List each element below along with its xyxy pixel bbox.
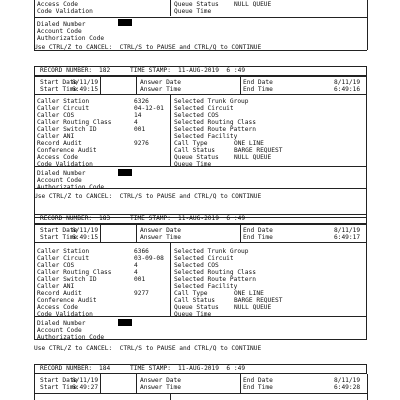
end-date-value: 8/11/19 — [334, 377, 361, 384]
conference-audit-label: Conference Audit — [37, 147, 97, 154]
queue-status-value: NULL QUEUE — [234, 154, 272, 161]
queue-time-label: Queue Time — [174, 161, 212, 168]
selected-circuit-label: Selected Circuit — [174, 105, 234, 112]
answer-date-label: Answer Date — [140, 79, 181, 86]
access-code-label: Access Code — [37, 154, 78, 161]
caller-switch-id-label: Caller Switch ID — [37, 126, 97, 133]
dialed-number-label: Dialed Number — [37, 320, 86, 327]
end-date-value: 8/11/19 — [334, 227, 361, 234]
caller-circuit-label: Caller Circuit — [37, 105, 90, 112]
start-time-label: Start Time — [40, 384, 78, 391]
answer-time-label: Answer Time — [140, 86, 181, 93]
start-date-value: 8/11/19 — [72, 227, 99, 234]
caller-switch-id-value: 001 — [134, 126, 146, 133]
end-date-label: End Date — [243, 377, 273, 384]
conference-audit-label: Conference Audit — [37, 297, 97, 304]
section-divider — [34, 94, 367, 95]
answer-date-label: Answer Date — [140, 377, 181, 384]
caller-station-value: 6326 — [134, 98, 149, 105]
caller-cos-label: Caller COS — [37, 112, 75, 119]
caller-routing-class-value: 4 — [134, 119, 138, 126]
column-divider — [100, 224, 101, 242]
column-divider — [170, 242, 171, 316]
caller-cos-value: 4 — [134, 262, 138, 269]
record-number-label: RECORD NUMBER: — [40, 215, 93, 222]
caller-ani-label: Caller ANI — [37, 283, 75, 290]
selected-cos-label: Selected COS — [174, 262, 219, 269]
record-number-value: 183 — [99, 215, 111, 222]
end-time-value: 6:49:16 — [334, 86, 361, 93]
code-validation-label: Code Validation — [37, 161, 93, 168]
column-divider — [136, 76, 137, 94]
dialed-number-label: Dialed Number — [37, 170, 86, 177]
box-right-edge — [367, 0, 368, 50]
record-number-value: 184 — [99, 365, 111, 372]
account-code-label: Account Code — [37, 177, 82, 184]
box-left-edge — [34, 0, 35, 50]
start-time-value: 6:49:15 — [72, 234, 99, 241]
end-date-label: End Date — [243, 79, 273, 86]
selected-facility-label: Selected Facility — [174, 283, 238, 290]
record-audit-value: 9277 — [134, 290, 149, 297]
answer-time-label: Answer Time — [140, 384, 181, 391]
caller-station-label: Caller Station — [37, 248, 90, 255]
redaction-block — [118, 319, 132, 326]
queue-status-label: Queue Status — [174, 154, 219, 161]
dialed-number-label: Dialed Number — [37, 21, 86, 28]
caller-routing-class-value: 4 — [134, 269, 138, 276]
caller-ani-label: Caller ANI — [37, 133, 75, 140]
end-time-value: 6:49:28 — [334, 384, 361, 391]
start-time-value: 6:49:15 — [72, 86, 99, 93]
account-code-label: Account Code — [37, 327, 82, 334]
caller-switch-id-value: 001 — [134, 276, 146, 283]
column-divider — [100, 76, 101, 94]
end-time-label: End Time — [243, 86, 273, 93]
column-divider — [100, 374, 101, 393]
record-audit-label: Record Audit — [37, 290, 82, 297]
selected-trunk-group-label: Selected Trunk Group — [174, 98, 249, 105]
start-time-label: Start Time — [40, 234, 78, 241]
call-type-value: ONE LINE — [234, 140, 264, 147]
start-time-label: Start Time — [40, 86, 78, 93]
record-number-label: RECORD NUMBER: — [40, 67, 93, 74]
redaction-block — [118, 169, 132, 176]
call-status-label: Call Status — [174, 147, 215, 154]
call-status-value: BARGE REQUEST — [234, 297, 283, 304]
caller-circuit-value: 03-09-08 — [134, 255, 164, 262]
record-audit-label: Record Audit — [37, 140, 82, 147]
section-divider — [34, 393, 367, 394]
queue-status-value: NULL QUEUE — [234, 304, 272, 311]
start-date-label: Start Date — [40, 227, 78, 234]
time-stamp-label: TIME STAMP: — [130, 67, 171, 74]
start-date-label: Start Date — [40, 79, 78, 86]
code-validation-label: Code Validation — [37, 8, 93, 15]
selected-cos-label: Selected COS — [174, 112, 219, 119]
cancel-message: Use CTRL/Z to CANCEL: CTRL/S to PAUSE and CTRL/Q to CONTINUE — [34, 193, 262, 200]
call-type-value: ONE LINE — [234, 290, 264, 297]
start-date-label: Start Date — [40, 377, 78, 384]
authorization-code-label: Authorization Code — [37, 334, 105, 341]
caller-station-value: 6366 — [134, 248, 149, 255]
column-divider — [240, 374, 241, 393]
record-number-value: 182 — [99, 67, 111, 74]
authorization-code-label: Authorization Code — [37, 184, 105, 191]
queue-status-value: NULL QUEUE — [234, 1, 272, 8]
caller-cos-label: Caller COS — [37, 262, 75, 269]
start-time-value: 6:49:27 — [72, 384, 99, 391]
column-divider — [136, 224, 137, 242]
caller-routing-class-label: Caller Routing Class — [37, 119, 112, 126]
account-code-label: Account Code — [37, 28, 82, 35]
record-number-label: RECORD NUMBER: — [40, 365, 93, 372]
queue-time-label: Queue Time — [174, 8, 212, 15]
section-divider — [34, 242, 367, 243]
time-stamp-label: TIME STAMP: — [130, 215, 171, 222]
end-time-label: End Time — [243, 234, 273, 241]
column-divider — [170, 0, 171, 16]
end-date-label: End Date — [243, 227, 273, 234]
selected-facility-label: Selected Facility — [174, 133, 238, 140]
caller-switch-id-label: Caller Switch ID — [37, 276, 97, 283]
answer-date-label: Answer Date — [140, 227, 181, 234]
caller-circuit-value: 04-12-01 — [134, 105, 164, 112]
selected-routing-class-label: Selected Routing Class — [174, 269, 256, 276]
selected-route-pattern-label: Selected Route Pattern — [174, 126, 256, 133]
selected-route-pattern-label: Selected Route Pattern — [174, 276, 256, 283]
end-date-value: 8/11/19 — [334, 79, 361, 86]
call-type-label: Call Type — [174, 140, 208, 147]
call-type-label: Call Type — [174, 290, 208, 297]
column-divider — [170, 393, 171, 400]
time-stamp-label: TIME STAMP: — [130, 365, 171, 372]
time-stamp-value: 11-AUG-2019 6 :49 — [178, 67, 246, 74]
queue-status-label: Queue Status — [174, 304, 219, 311]
queue-time-label: Queue Time — [174, 311, 212, 318]
end-time-value: 6:49:17 — [334, 234, 361, 241]
code-validation-label: Code Validation — [37, 311, 93, 318]
record-audit-value: 9276 — [134, 140, 149, 147]
time-stamp-value: 11-AUG-2019 6 :49 — [178, 365, 246, 372]
call-status-label: Call Status — [174, 297, 215, 304]
caller-routing-class-label: Caller Routing Class — [37, 269, 112, 276]
cancel-message: Use CTRL/Z to CANCEL: CTRL/S to PAUSE and CTRL/Q to CONTINUE — [34, 44, 262, 51]
selected-circuit-label: Selected Circuit — [174, 255, 234, 262]
box-right-edge — [367, 374, 368, 400]
queue-status-label: Queue Status — [174, 1, 219, 8]
start-date-value: 8/11/19 — [72, 377, 99, 384]
section-divider — [34, 17, 367, 18]
access-code-label: Access Code — [37, 304, 78, 311]
time-stamp-value: 11-AUG-2019 6 :49 — [178, 215, 246, 222]
column-divider — [240, 76, 241, 94]
redaction-block — [118, 19, 132, 26]
caller-circuit-label: Caller Circuit — [37, 255, 90, 262]
column-divider — [240, 224, 241, 242]
end-time-label: End Time — [243, 384, 273, 391]
caller-station-label: Caller Station — [37, 98, 90, 105]
box-left-edge — [34, 374, 35, 400]
call-status-value: BARGE REQUEST — [234, 147, 283, 154]
start-date-value: 8/11/19 — [72, 79, 99, 86]
column-divider — [136, 374, 137, 393]
column-divider — [170, 94, 171, 166]
access-code-label: Access Code — [37, 1, 78, 8]
answer-time-label: Answer Time — [140, 234, 181, 241]
caller-cos-value: 14 — [134, 112, 142, 119]
authorization-code-label: Authorization Code — [37, 35, 105, 42]
cancel-message: Use CTRL/Z to CANCEL: CTRL/S to PAUSE and CTRL/Q to CONTINUE — [34, 345, 262, 352]
selected-trunk-group-label: Selected Trunk Group — [174, 248, 249, 255]
selected-routing-class-label: Selected Routing Class — [174, 119, 256, 126]
